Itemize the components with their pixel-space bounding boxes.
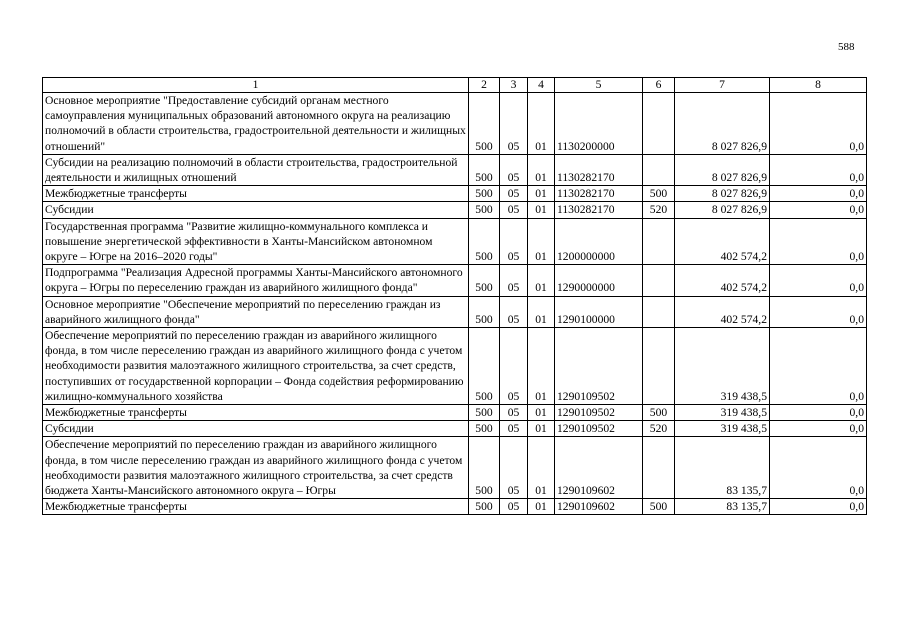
row-subsection: 01: [528, 93, 555, 155]
row-name: Основное мероприятие "Предоставление субсидий органам местного самоуправления муниципальных образований автономного округа на реализацию полномочий в области строительства, градостроительной деятельности и жилищных отношений": [43, 93, 469, 155]
row-section: 05: [500, 405, 528, 421]
row-subsection: 01: [528, 218, 555, 265]
row-amount-2: 0,0: [770, 499, 867, 515]
header-col-2: 2: [469, 78, 500, 93]
row-subsection: 01: [528, 499, 555, 515]
row-amount-2: 0,0: [770, 421, 867, 437]
row-name: Подпрограмма "Реализация Адресной программы Ханты-Мансийского автономного округа – Югры по переселению граждан из аварийного жилищного фонда": [43, 265, 469, 296]
table-row: [43, 328, 867, 405]
table-row: [43, 218, 867, 265]
row-subsection: 01: [528, 186, 555, 202]
row-amount-2: 0,0: [770, 154, 867, 185]
row-target-code: 1200000000: [555, 218, 643, 265]
row-amount: 8 027 826,9: [675, 154, 770, 185]
row-admin-code: 500: [469, 218, 500, 265]
row-section: 05: [500, 93, 528, 155]
row-subsection: 01: [528, 421, 555, 437]
row-expense-type: 500: [643, 499, 675, 515]
row-subsection: 01: [528, 328, 555, 405]
header-col-7: 7: [675, 78, 770, 93]
row-amount-2: 0,0: [770, 437, 867, 499]
row-admin-code: 500: [469, 437, 500, 499]
row-subsection: 01: [528, 437, 555, 499]
row-admin-code: 500: [469, 265, 500, 296]
row-target-code: 1130282170: [555, 186, 643, 202]
row-name: Субсидии: [43, 202, 469, 218]
row-section: 05: [500, 437, 528, 499]
header-col-6: 6: [643, 78, 675, 93]
row-admin-code: 500: [469, 405, 500, 421]
table-row: [43, 202, 867, 218]
row-expense-type: 500: [643, 186, 675, 202]
row-amount-2: 0,0: [770, 202, 867, 218]
row-amount-2: 0,0: [770, 93, 867, 155]
table-row: [43, 405, 867, 421]
row-expense-type: 500: [643, 405, 675, 421]
header-col-4: 4: [528, 78, 555, 93]
row-amount: 8 027 826,9: [675, 93, 770, 155]
table-row: [43, 437, 867, 499]
header-col-5: 5: [555, 78, 643, 93]
row-subsection: 01: [528, 202, 555, 218]
row-subsection: 01: [528, 265, 555, 296]
row-expense-type: [643, 154, 675, 185]
table-row: [43, 93, 867, 155]
row-amount-2: 0,0: [770, 265, 867, 296]
row-section: 05: [500, 328, 528, 405]
table-row: [43, 296, 867, 327]
row-target-code: 1130282170: [555, 154, 643, 185]
row-admin-code: 500: [469, 499, 500, 515]
row-subsection: 01: [528, 405, 555, 421]
row-admin-code: 500: [469, 154, 500, 185]
row-section: 05: [500, 499, 528, 515]
row-target-code: 1130200000: [555, 93, 643, 155]
row-target-code: 1290109502: [555, 328, 643, 405]
row-expense-type: [643, 437, 675, 499]
header-col-8: 8: [770, 78, 867, 93]
row-name: Межбюджетные трансферты: [43, 499, 469, 515]
page-number: 588: [838, 41, 855, 53]
row-amount: 8 027 826,9: [675, 202, 770, 218]
row-amount: 319 438,5: [675, 405, 770, 421]
row-section: 05: [500, 154, 528, 185]
row-amount: 319 438,5: [675, 328, 770, 405]
row-amount-2: 0,0: [770, 186, 867, 202]
row-amount: 83 135,7: [675, 437, 770, 499]
row-section: 05: [500, 218, 528, 265]
row-expense-type: [643, 265, 675, 296]
table-row: [43, 265, 867, 296]
row-amount-2: 0,0: [770, 218, 867, 265]
row-expense-type: [643, 296, 675, 327]
row-amount: 83 135,7: [675, 499, 770, 515]
row-expense-type: [643, 218, 675, 265]
row-target-code: 1290109602: [555, 499, 643, 515]
row-amount: 402 574,2: [675, 296, 770, 327]
row-amount: 402 574,2: [675, 265, 770, 296]
row-amount: 402 574,2: [675, 218, 770, 265]
row-admin-code: 500: [469, 296, 500, 327]
row-name: Межбюджетные трансферты: [43, 405, 469, 421]
row-admin-code: 500: [469, 186, 500, 202]
row-subsection: 01: [528, 296, 555, 327]
row-expense-type: [643, 328, 675, 405]
row-section: 05: [500, 265, 528, 296]
row-amount-2: 0,0: [770, 405, 867, 421]
row-target-code: 1290109602: [555, 437, 643, 499]
row-admin-code: 500: [469, 328, 500, 405]
header-col-1: 1: [43, 78, 469, 93]
table-row: [43, 154, 867, 185]
row-name: Межбюджетные трансферты: [43, 186, 469, 202]
row-name: Субсидии: [43, 421, 469, 437]
row-amount: 8 027 826,9: [675, 186, 770, 202]
row-name: Субсидии на реализацию полномочий в области строительства, градостроительной деятельности и жилищных отношений: [43, 154, 469, 185]
row-section: 05: [500, 186, 528, 202]
table-row: [43, 186, 867, 202]
row-section: 05: [500, 296, 528, 327]
row-expense-type: [643, 93, 675, 155]
row-section: 05: [500, 202, 528, 218]
row-name: Обеспечение мероприятий по переселению граждан из аварийного жилищного фонда, в том числе переселению граждан из аварийного жилищного фонда с учетом необходимости развития малоэтажного жилищного строительства, за счет средств бюджета Ханты-Мансийского автономного округа – Югры: [43, 437, 469, 499]
table-row: [43, 421, 867, 437]
row-amount-2: 0,0: [770, 296, 867, 327]
row-expense-type: 520: [643, 421, 675, 437]
header-col-3: 3: [500, 78, 528, 93]
row-name: Основное мероприятие "Обеспечение мероприятий по переселению граждан из аварийного жилищного фонда": [43, 296, 469, 327]
row-name: Обеспечение мероприятий по переселению граждан из аварийного жилищного фонда, в том числе переселению граждан из аварийного жилищного фонда с учетом необходимости развития малоэтажного жилищного строительства, за счет средств, поступивших от государственной корпорации – Фонда содействия реформированию жилищно-коммунального хозяйства: [43, 328, 469, 405]
row-target-code: 1290109502: [555, 421, 643, 437]
row-section: 05: [500, 421, 528, 437]
row-amount: 319 438,5: [675, 421, 770, 437]
row-admin-code: 500: [469, 421, 500, 437]
row-target-code: 1290000000: [555, 265, 643, 296]
row-target-code: 1130282170: [555, 202, 643, 218]
header-row: [43, 78, 867, 93]
row-target-code: 1290109502: [555, 405, 643, 421]
row-admin-code: 500: [469, 202, 500, 218]
row-name: Государственная программа "Развитие жилищно-коммунального комплекса и повышение энергетической эффективности в Ханты-Мансийском автономном округе – Югре на 2016–2020 годы": [43, 218, 469, 265]
budget-table: [42, 77, 867, 515]
row-expense-type: 520: [643, 202, 675, 218]
row-subsection: 01: [528, 154, 555, 185]
row-target-code: 1290100000: [555, 296, 643, 327]
table-row: [43, 499, 867, 515]
row-amount-2: 0,0: [770, 328, 867, 405]
row-admin-code: 500: [469, 93, 500, 155]
